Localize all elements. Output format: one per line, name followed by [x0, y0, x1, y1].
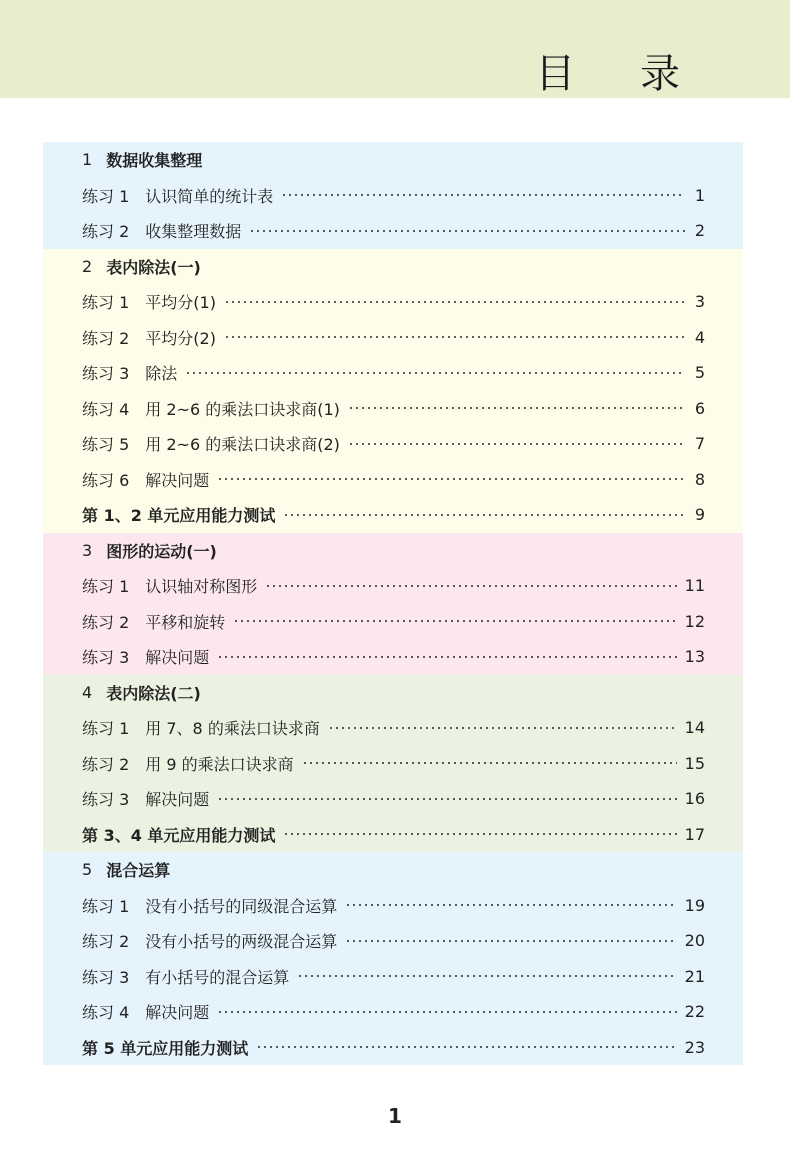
entry-prefix: 练习 4	[82, 1003, 130, 1023]
dot-leader	[297, 975, 676, 977]
dot-leader	[281, 194, 685, 196]
dot-leader	[345, 940, 676, 942]
dot-leader	[217, 478, 685, 480]
section-number: 1	[82, 150, 93, 170]
toc-entry[interactable]	[43, 462, 743, 498]
entry-prefix: 练习 3	[82, 364, 130, 384]
toc-entry[interactable]	[43, 391, 743, 427]
section-number: 3	[82, 540, 93, 560]
entry-prefix: 练习 3	[82, 648, 130, 668]
section-heading[interactable]	[43, 852, 743, 888]
dot-leader	[283, 514, 685, 516]
test-label: 第 3、4 单元应用能力测试	[82, 825, 276, 845]
entry-label: 解决问题	[145, 1003, 210, 1023]
entry-page: 12	[684, 611, 705, 631]
unit-test-entry[interactable]	[43, 497, 743, 533]
entry-prefix: 练习 2	[82, 222, 130, 242]
toc-entry[interactable]	[43, 746, 743, 782]
test-label: 第 1、2 单元应用能力测试	[82, 506, 276, 526]
dot-leader	[185, 372, 685, 374]
section-number: 5	[82, 860, 93, 880]
entry-label: 认识简单的统计表	[145, 186, 274, 206]
entry-page: 7	[694, 434, 705, 454]
test-label: 第 5 单元应用能力测试	[82, 1038, 249, 1058]
section-number: 2	[82, 256, 93, 276]
section-heading[interactable]	[43, 675, 743, 711]
entry-page: 11	[684, 576, 705, 596]
dot-leader	[217, 1011, 676, 1013]
toc-entry[interactable]	[43, 568, 743, 604]
entry-prefix: 练习 1	[82, 577, 130, 597]
entry-label: 平均分(2)	[145, 328, 216, 348]
dot-leader	[345, 904, 676, 906]
entry-prefix: 练习 3	[82, 967, 130, 987]
section-3	[43, 533, 743, 675]
dot-leader	[302, 762, 677, 764]
entry-page: 15	[684, 753, 705, 773]
entry-page: 5	[694, 363, 705, 383]
toc-entry[interactable]	[43, 178, 743, 214]
unit-test-entry[interactable]	[43, 817, 743, 853]
toc-entry[interactable]	[43, 888, 743, 924]
entry-label: 没有小括号的两级混合运算	[145, 932, 338, 952]
entry-prefix: 练习 2	[82, 932, 130, 952]
entry-prefix: 练习 6	[82, 470, 130, 490]
entry-page: 22	[684, 1002, 705, 1022]
entry-page: 8	[694, 469, 705, 489]
toc-entry[interactable]	[43, 426, 743, 462]
entry-prefix: 练习 2	[82, 612, 130, 632]
toc-entry[interactable]	[43, 923, 743, 959]
section-heading[interactable]	[43, 142, 743, 178]
entry-page: 23	[684, 1037, 705, 1057]
section-heading[interactable]	[43, 249, 743, 285]
dot-leader	[328, 727, 677, 729]
header-band	[0, 0, 790, 98]
entry-page: 3	[694, 292, 705, 312]
dot-leader	[348, 407, 685, 409]
entry-page: 13	[684, 647, 705, 667]
entry-prefix: 练习 1	[82, 186, 130, 206]
toc-entry[interactable]	[43, 284, 743, 320]
entry-page: 9	[694, 505, 705, 525]
entry-label: 平均分(1)	[145, 293, 216, 313]
toc-entry[interactable]	[43, 994, 743, 1030]
entry-page: 19	[684, 895, 705, 915]
unit-test-entry[interactable]	[43, 1030, 743, 1066]
entry-prefix: 练习 3	[82, 790, 130, 810]
dot-leader	[224, 336, 685, 338]
section-title: 表内除法(二)	[106, 683, 201, 703]
entry-page: 17	[684, 824, 705, 844]
toc-entry[interactable]	[43, 710, 743, 746]
entry-prefix: 练习 5	[82, 435, 130, 455]
toc-entry[interactable]	[43, 355, 743, 391]
section-number: 4	[82, 682, 93, 702]
section-title: 混合运算	[106, 861, 171, 881]
dot-leader	[348, 443, 685, 445]
entry-label: 解决问题	[145, 648, 210, 668]
section-5	[43, 852, 743, 1065]
dot-leader	[283, 833, 676, 835]
entry-page: 1	[694, 185, 705, 205]
dot-leader	[233, 620, 676, 622]
toc-entry[interactable]	[43, 781, 743, 817]
entry-prefix: 练习 4	[82, 399, 130, 419]
entry-label: 解决问题	[145, 790, 210, 810]
entry-prefix: 练习 1	[82, 719, 130, 739]
entry-page: 4	[694, 327, 705, 347]
entry-label: 解决问题	[145, 470, 210, 490]
entry-page: 21	[684, 966, 705, 986]
dot-leader	[256, 1046, 676, 1048]
entry-page: 20	[684, 931, 705, 951]
toc-entry[interactable]	[43, 604, 743, 640]
toc-entry[interactable]	[43, 639, 743, 675]
dot-leader	[217, 656, 676, 658]
entry-prefix: 练习 1	[82, 293, 130, 313]
entry-prefix: 练习 2	[82, 754, 130, 774]
entry-label: 除法	[145, 364, 178, 384]
dot-leader	[265, 585, 676, 587]
page-title: 目 录	[535, 51, 706, 97]
entry-page: 6	[694, 398, 705, 418]
entry-page: 16	[684, 789, 705, 809]
entry-label: 用 2~6 的乘法口诀求商(1)	[145, 399, 340, 419]
entry-label: 没有小括号的同级混合运算	[145, 896, 338, 916]
dot-leader	[224, 301, 685, 303]
toc-entry[interactable]	[43, 213, 743, 249]
entry-label: 收集整理数据	[145, 222, 242, 242]
section-title: 数据收集整理	[106, 151, 203, 171]
dot-leader	[217, 798, 676, 800]
entry-prefix: 练习 1	[82, 896, 130, 916]
toc-entry[interactable]	[43, 320, 743, 356]
section-1	[43, 142, 743, 249]
entry-label: 用 2~6 的乘法口诀求商(2)	[145, 435, 340, 455]
entry-label: 平移和旋转	[145, 612, 226, 632]
entry-prefix: 练习 2	[82, 328, 130, 348]
entry-page: 14	[684, 718, 705, 738]
section-title: 表内除法(一)	[106, 257, 201, 277]
entry-page: 2	[694, 221, 705, 241]
section-2	[43, 249, 743, 533]
section-4	[43, 675, 743, 853]
entry-label: 用 7、8 的乘法口诀求商	[145, 719, 320, 739]
toc-entry[interactable]	[43, 959, 743, 995]
entry-label: 用 9 的乘法口诀求商	[145, 754, 294, 774]
entry-label: 有小括号的混合运算	[145, 967, 290, 987]
entry-label: 认识轴对称图形	[145, 577, 258, 597]
dot-leader	[249, 230, 685, 232]
section-heading[interactable]	[43, 533, 743, 569]
footer-page-number: 1	[388, 1104, 402, 1128]
table-of-contents	[43, 142, 743, 1065]
section-title: 图形的运动(一)	[106, 541, 217, 561]
